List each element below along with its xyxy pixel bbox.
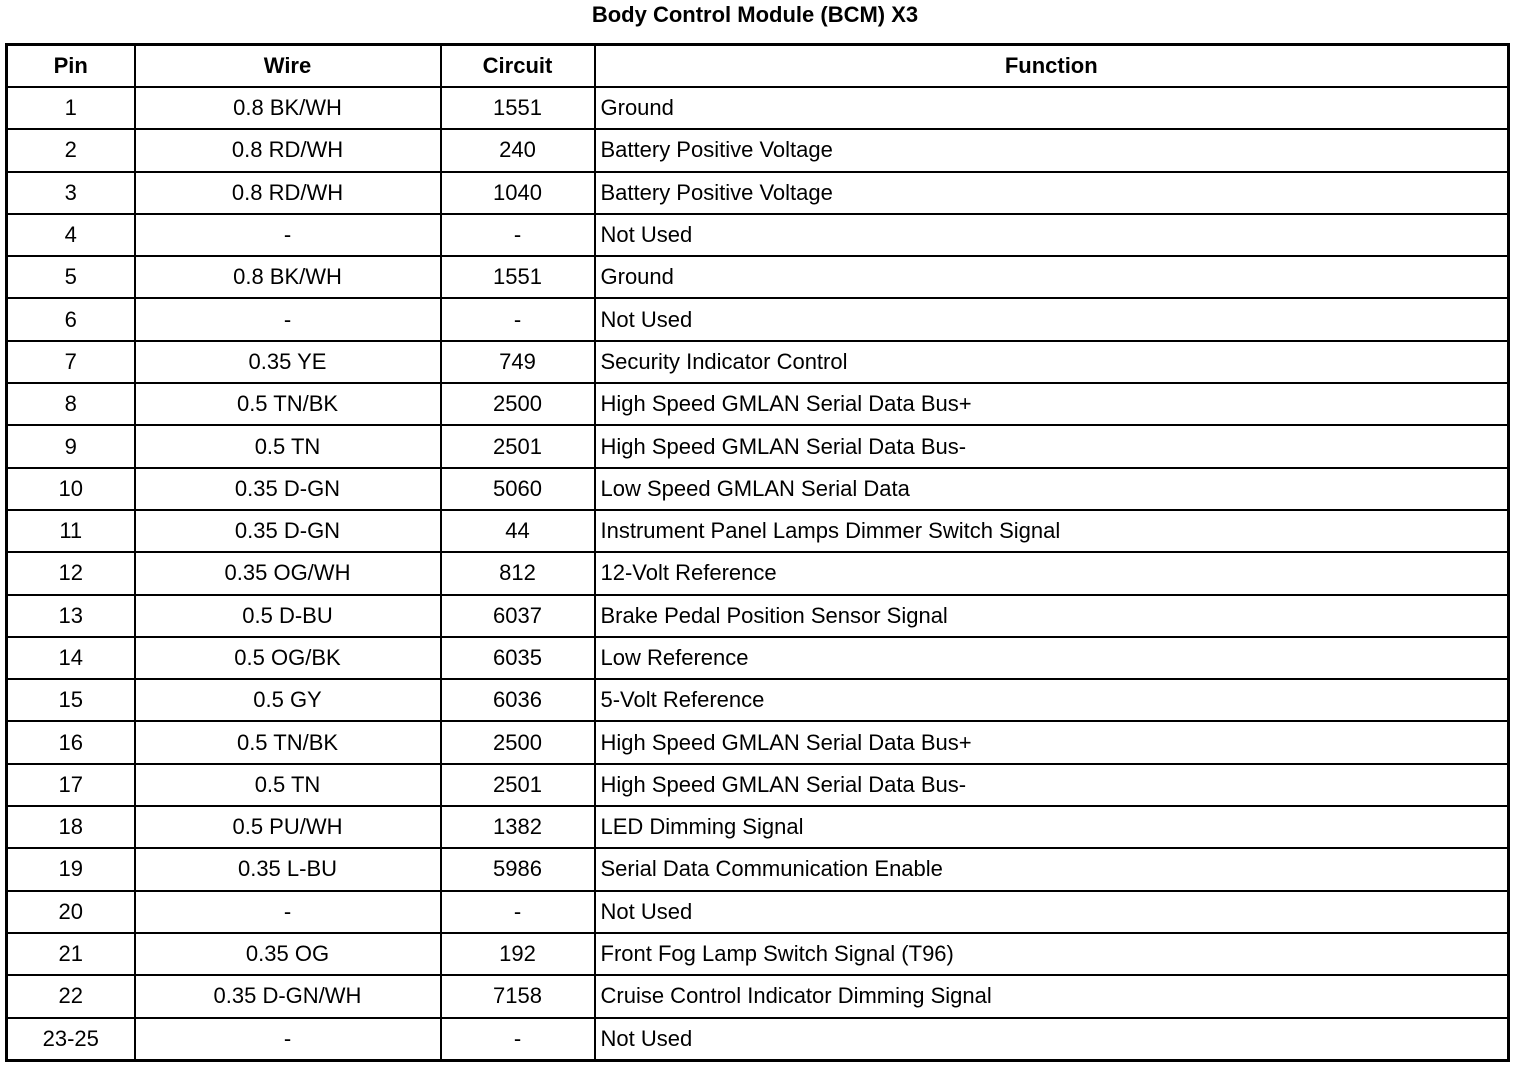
column-header-wire: Wire bbox=[135, 45, 441, 88]
pin-cell: 23-25 bbox=[7, 1018, 135, 1061]
function-cell: Front Fog Lamp Switch Signal (T96) bbox=[595, 933, 1509, 975]
function-cell: Battery Positive Voltage bbox=[595, 172, 1509, 214]
pin-cell: 17 bbox=[7, 764, 135, 806]
column-header-function: Function bbox=[595, 45, 1509, 88]
pin-cell: 14 bbox=[7, 637, 135, 679]
circuit-cell: 6037 bbox=[441, 595, 595, 637]
function-cell: LED Dimming Signal bbox=[595, 806, 1509, 848]
circuit-cell: 2500 bbox=[441, 383, 595, 425]
circuit-cell: 2501 bbox=[441, 425, 595, 467]
function-cell: Battery Positive Voltage bbox=[595, 129, 1509, 171]
function-cell: Not Used bbox=[595, 891, 1509, 933]
circuit-cell: 1382 bbox=[441, 806, 595, 848]
table-row bbox=[7, 764, 1509, 806]
function-cell: 12-Volt Reference bbox=[595, 552, 1509, 594]
pin-cell: 5 bbox=[7, 256, 135, 298]
pin-cell: 20 bbox=[7, 891, 135, 933]
document-title: Body Control Module (BCM) X3 bbox=[591, 2, 919, 27]
function-cell: Low Reference bbox=[595, 637, 1509, 679]
wire-cell: 0.5 PU/WH bbox=[135, 806, 441, 848]
function-cell: Security Indicator Control bbox=[595, 341, 1509, 383]
table-body bbox=[7, 87, 1509, 1061]
wire-cell: 0.8 BK/WH bbox=[135, 87, 441, 129]
table-row bbox=[7, 806, 1509, 848]
circuit-cell: 2501 bbox=[441, 764, 595, 806]
wire-cell: 0.35 OG/WH bbox=[135, 552, 441, 594]
circuit-cell: 5060 bbox=[441, 468, 595, 510]
table-header-row bbox=[7, 45, 1509, 88]
table-row bbox=[7, 679, 1509, 721]
table-row bbox=[7, 172, 1509, 214]
circuit-cell: 1040 bbox=[441, 172, 595, 214]
wire-cell: 0.5 TN bbox=[135, 764, 441, 806]
pin-cell: 1 bbox=[7, 87, 135, 129]
table-row bbox=[7, 848, 1509, 890]
table-row bbox=[7, 256, 1509, 298]
function-cell: Serial Data Communication Enable bbox=[595, 848, 1509, 890]
circuit-cell: - bbox=[441, 891, 595, 933]
wire-cell: 0.8 RD/WH bbox=[135, 172, 441, 214]
wire-cell: 0.35 L-BU bbox=[135, 848, 441, 890]
table-row bbox=[7, 595, 1509, 637]
function-cell: High Speed GMLAN Serial Data Bus- bbox=[595, 425, 1509, 467]
wire-cell: 0.5 D-BU bbox=[135, 595, 441, 637]
table-row bbox=[7, 425, 1509, 467]
function-cell: Cruise Control Indicator Dimming Signal bbox=[595, 975, 1509, 1017]
function-cell: High Speed GMLAN Serial Data Bus+ bbox=[595, 721, 1509, 763]
function-cell: 5-Volt Reference bbox=[595, 679, 1509, 721]
function-cell: Not Used bbox=[595, 214, 1509, 256]
table-row bbox=[7, 552, 1509, 594]
table-row bbox=[7, 975, 1509, 1017]
wire-cell: - bbox=[135, 298, 441, 340]
table-row bbox=[7, 383, 1509, 425]
circuit-cell: 6035 bbox=[441, 637, 595, 679]
wire-cell: - bbox=[135, 214, 441, 256]
wire-cell: 0.5 TN/BK bbox=[135, 383, 441, 425]
pin-cell: 15 bbox=[7, 679, 135, 721]
pin-cell: 18 bbox=[7, 806, 135, 848]
function-cell: High Speed GMLAN Serial Data Bus- bbox=[595, 764, 1509, 806]
pin-cell: 9 bbox=[7, 425, 135, 467]
circuit-cell: 192 bbox=[441, 933, 595, 975]
function-cell: Instrument Panel Lamps Dimmer Switch Signal bbox=[595, 510, 1509, 552]
table-row bbox=[7, 510, 1509, 552]
circuit-cell: 749 bbox=[441, 341, 595, 383]
circuit-cell: 1551 bbox=[441, 256, 595, 298]
wire-cell: - bbox=[135, 891, 441, 933]
pin-cell: 2 bbox=[7, 129, 135, 171]
wire-cell: 0.5 TN bbox=[135, 425, 441, 467]
pin-cell: 11 bbox=[7, 510, 135, 552]
pin-cell: 3 bbox=[7, 172, 135, 214]
connector-pinout-table bbox=[5, 43, 1510, 1062]
circuit-cell: 2500 bbox=[441, 721, 595, 763]
pin-cell: 16 bbox=[7, 721, 135, 763]
table-row bbox=[7, 891, 1509, 933]
column-header-circuit: Circuit bbox=[441, 45, 595, 88]
pin-cell: 7 bbox=[7, 341, 135, 383]
table-row bbox=[7, 721, 1509, 763]
pin-cell: 22 bbox=[7, 975, 135, 1017]
table-row bbox=[7, 933, 1509, 975]
wire-cell: 0.35 OG bbox=[135, 933, 441, 975]
circuit-cell: 812 bbox=[441, 552, 595, 594]
pin-cell: 6 bbox=[7, 298, 135, 340]
circuit-cell: 44 bbox=[441, 510, 595, 552]
circuit-cell: 1551 bbox=[441, 87, 595, 129]
pin-cell: 13 bbox=[7, 595, 135, 637]
function-cell: Brake Pedal Position Sensor Signal bbox=[595, 595, 1509, 637]
wire-cell: 0.35 YE bbox=[135, 341, 441, 383]
table-row bbox=[7, 341, 1509, 383]
wire-cell: 0.8 RD/WH bbox=[135, 129, 441, 171]
circuit-cell: - bbox=[441, 298, 595, 340]
function-cell: Ground bbox=[595, 87, 1509, 129]
wire-cell: 0.5 GY bbox=[135, 679, 441, 721]
table-row bbox=[7, 129, 1509, 171]
pin-cell: 21 bbox=[7, 933, 135, 975]
function-cell: High Speed GMLAN Serial Data Bus+ bbox=[595, 383, 1509, 425]
circuit-cell: - bbox=[441, 214, 595, 256]
table-row bbox=[7, 1018, 1509, 1061]
function-cell: Not Used bbox=[595, 1018, 1509, 1061]
function-cell: Not Used bbox=[595, 298, 1509, 340]
wire-cell: 0.35 D-GN bbox=[135, 468, 441, 510]
function-cell: Ground bbox=[595, 256, 1509, 298]
column-header-pin: Pin bbox=[7, 45, 135, 88]
function-cell: Low Speed GMLAN Serial Data bbox=[595, 468, 1509, 510]
circuit-cell: 5986 bbox=[441, 848, 595, 890]
table-row bbox=[7, 298, 1509, 340]
pin-cell: 8 bbox=[7, 383, 135, 425]
circuit-cell: - bbox=[441, 1018, 595, 1061]
table-row bbox=[7, 637, 1509, 679]
pin-cell: 19 bbox=[7, 848, 135, 890]
wire-cell: - bbox=[135, 1018, 441, 1061]
pin-cell: 4 bbox=[7, 214, 135, 256]
table-row bbox=[7, 468, 1509, 510]
circuit-cell: 240 bbox=[441, 129, 595, 171]
table-row bbox=[7, 214, 1509, 256]
wire-cell: 0.5 OG/BK bbox=[135, 637, 441, 679]
circuit-cell: 7158 bbox=[441, 975, 595, 1017]
wire-cell: 0.35 D-GN/WH bbox=[135, 975, 441, 1017]
circuit-cell: 6036 bbox=[441, 679, 595, 721]
pin-cell: 12 bbox=[7, 552, 135, 594]
wire-cell: 0.5 TN/BK bbox=[135, 721, 441, 763]
pin-cell: 10 bbox=[7, 468, 135, 510]
table-row bbox=[7, 87, 1509, 129]
wire-cell: 0.8 BK/WH bbox=[135, 256, 441, 298]
wire-cell: 0.35 D-GN bbox=[135, 510, 441, 552]
